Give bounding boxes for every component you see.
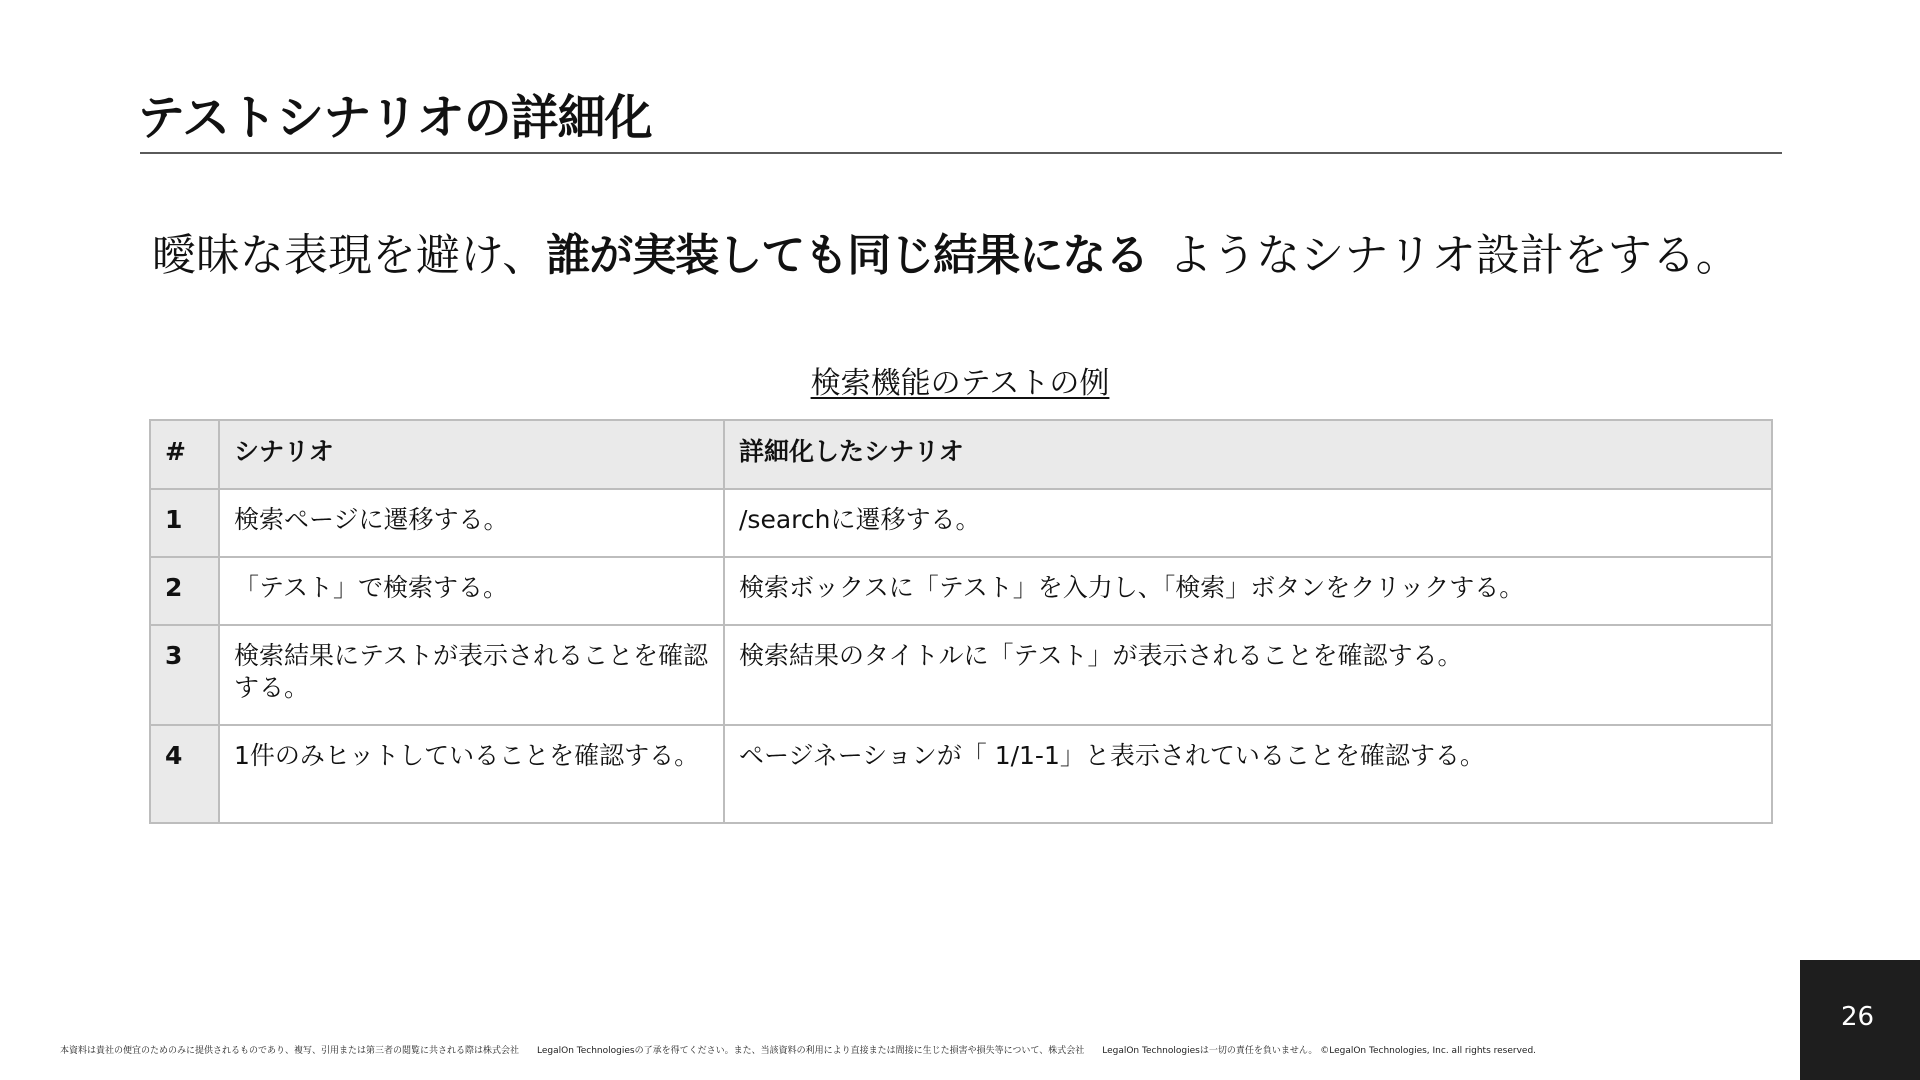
table-row — [150, 625, 1772, 725]
lead-text-pre: 曖昧な表現を避け、 — [152, 230, 547, 281]
row-number: 1 — [150, 489, 219, 557]
scenario-cell: 検索ページに遷移する。 — [219, 489, 724, 557]
detailed-scenario-cell: ページネーションが「 1/1-1」と表示されていることを確認する。 — [724, 725, 1772, 823]
row-number: 2 — [150, 557, 219, 625]
table-header-row — [150, 420, 1772, 489]
table-row — [150, 489, 1772, 557]
row-number: 3 — [150, 625, 219, 725]
page-number: 26 — [1840, 1002, 1875, 1032]
scenario-table — [149, 419, 1773, 824]
header-number: # — [150, 420, 219, 489]
scenario-cell: 1件のみヒットしていることを確認する。 — [219, 725, 724, 823]
table-row — [150, 725, 1772, 823]
lead-text-post: ようなシナリオ設計をする。 — [1168, 230, 1740, 281]
title-divider — [140, 152, 1782, 154]
detailed-scenario-cell: 検索結果のタイトルに「テスト」が表示されることを確認する。 — [724, 625, 1772, 725]
row-number: 4 — [150, 725, 219, 823]
page-number-box — [1800, 960, 1920, 1080]
table-caption: 検索機能のテストの例 — [810, 366, 1110, 401]
scenario-cell: 「テスト」で検索する。 — [219, 557, 724, 625]
slide-title: テストシナリオの詳細化 — [137, 90, 652, 146]
scenario-cell: 検索結果にテストが表示されることを確認する。 — [219, 625, 724, 725]
header-detailed-scenario: 詳細化したシナリオ — [724, 420, 1772, 489]
lead-text-emphasis: 誰が実装しても同じ結果になる — [546, 230, 1149, 281]
table-row — [150, 557, 1772, 625]
footer-disclaimer: 本資料は貴社の便宜のためのみに提供されるものであり、複写、引用または第三者の閲覧に共される際は株式会社 LegalOn Technologiesの了承を得てください。また、当該資料の利用により直接または間接に生じた損害や損失等について、株式会社 LegalOn Technologiesは一切の責任を負いません。 ©LegalOn Technologies, Inc. all rights reserved. — [60, 1046, 1537, 1056]
lead-statement — [152, 226, 1740, 286]
detailed-scenario-cell: /searchに遷移する。 — [724, 489, 1772, 557]
header-scenario: シナリオ — [219, 420, 724, 489]
detailed-scenario-cell: 検索ボックスに「テスト」を入力し、「検索」ボタンをクリックする。 — [724, 557, 1772, 625]
